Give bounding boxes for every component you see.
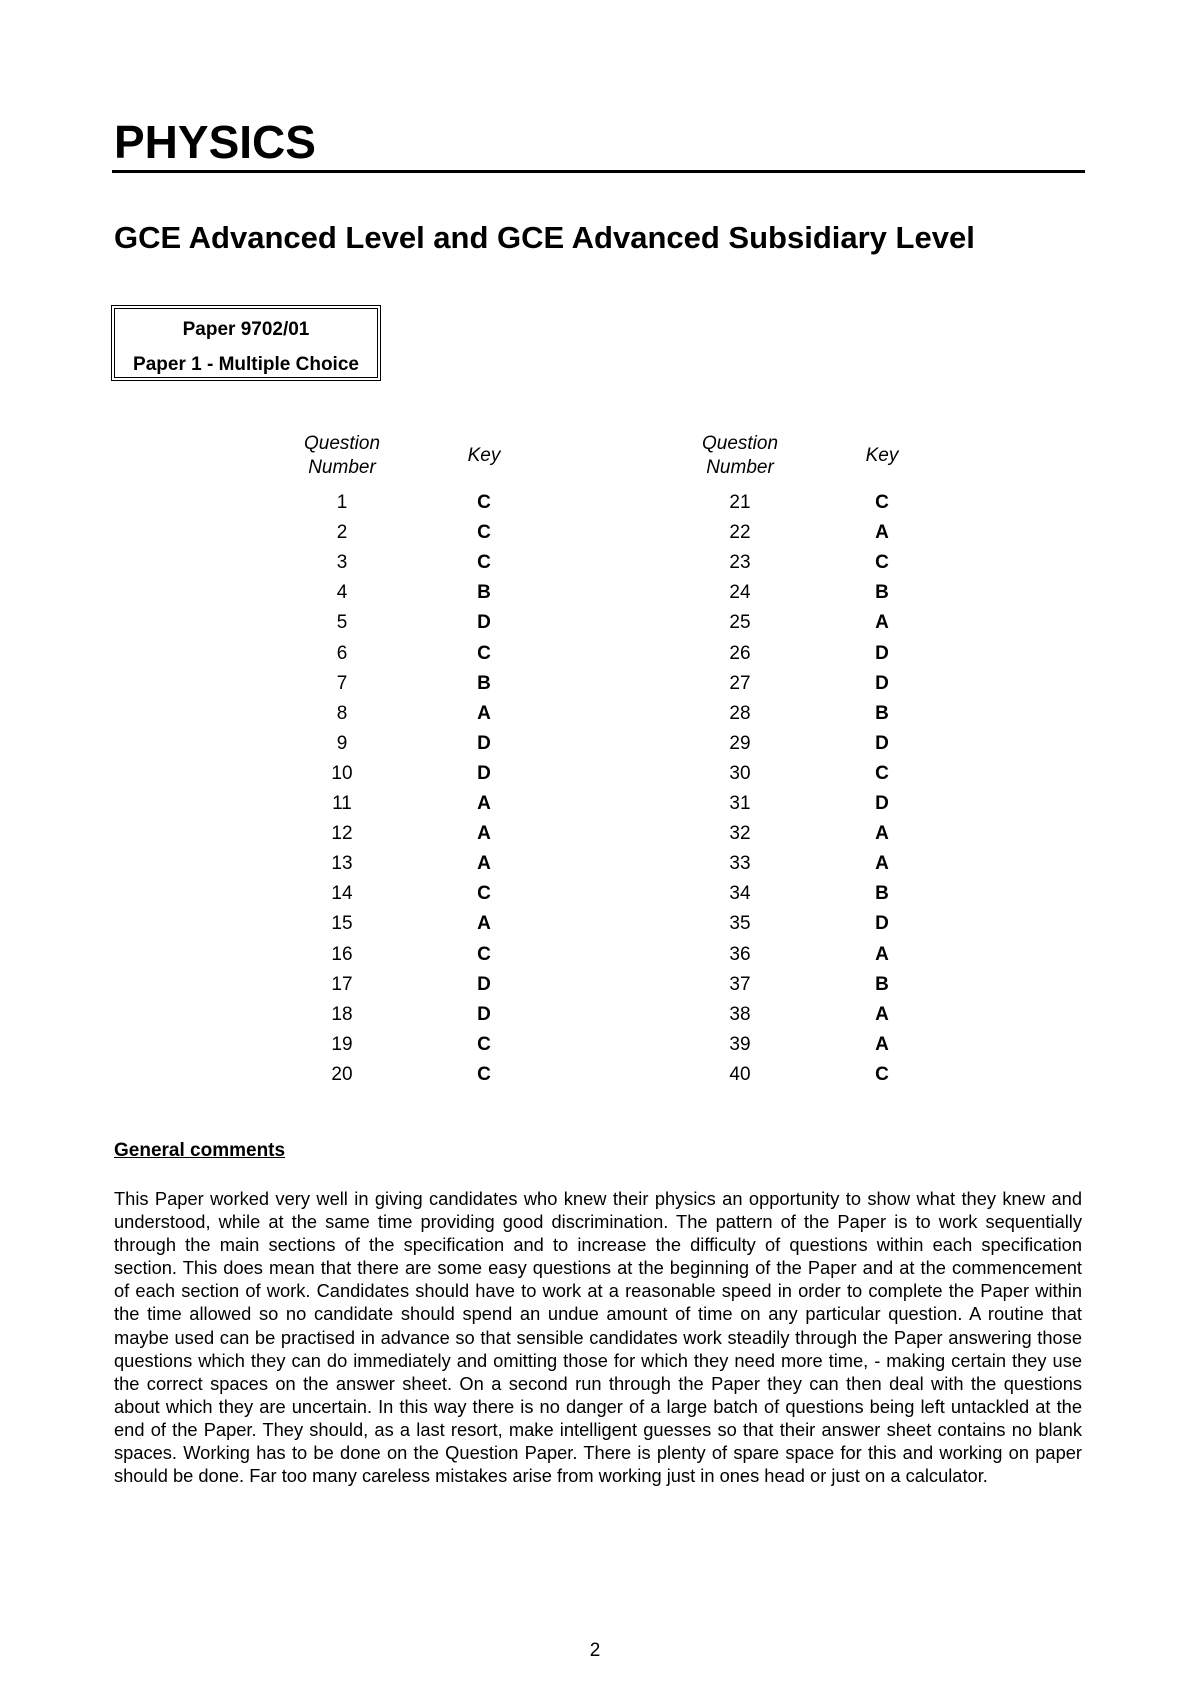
answer-key: A [875,823,889,845]
answer-key: D [875,793,889,814]
key-header: Key [865,445,899,466]
answer-key: C [875,552,889,574]
answer-key: B [875,883,889,905]
header-number-line: Number [706,457,774,478]
question-number: 21 [729,492,751,513]
answer-key: D [477,762,491,784]
general-comments-text: This Paper worked very well in giving candidates who knew their physics an opportunity to show what they knew and understood, while at the same time providing good discrimination. The pattern of the Paper is to work sequentially through the main sections of the specification and to increase the difficulty of questions within each specification section. This does mean that there are some easy questions at the beginning of the Paper and at the commencement of each section of work. Candidates should have to work at a reasonable speed in order to complete the Paper within the time allowed so no candidate should spend an undue amount of time on any particular question. A routine that maybe used can be practised in advance so that sensible candidates work steadily through the Paper answering those questions which they can do immediately and omitting those for which they need more time, - making certain they use the correct spaces on the answer sheet. On a second run through the Paper they can then deal with the questions about which they are uncertain. In this way there is no danger of a large batch of questions being left untackled at the end of the Paper. They should, as a last resort, make intelligent guesses so that their answer sheet contains no blank spaces. Working has to be done on the Question Paper. There is plenty of spare space for this and working on paper should be done. Far too many careless mistakes arise from working just in ones head or just on a calculator. [114,1188,1082,1487]
question-number: 33 [729,853,751,875]
question-number: 22 [729,522,751,544]
answer-key: C [477,552,491,574]
question-number: 20 [331,1063,353,1085]
answer-key: D [477,973,491,995]
page-subtitle: GCE Advanced Level and GCE Advanced Subsidiary Level [114,220,975,255]
answer-key: C [477,883,491,905]
question-number: 36 [729,943,751,965]
answer-key: A [477,913,491,935]
question-number: 17 [331,973,353,995]
answer-key: C [875,1063,889,1085]
paper-code: Paper 9702/01 [182,319,310,340]
answer-key: D [875,913,889,935]
question-number: 4 [336,582,348,604]
question-number: 40 [729,1063,751,1085]
answer-key: A [477,853,491,875]
answer-key: A [477,702,491,724]
question-number: 25 [729,612,751,634]
question-number: 2 [336,522,348,544]
question-number: 15 [331,913,353,935]
answer-key: C [477,642,491,664]
key-header: Key [467,445,501,466]
question-number: 19 [331,1033,353,1055]
question-number: 39 [729,1033,751,1055]
question-number: 32 [729,823,751,845]
answer-key: D [477,732,491,754]
answer-key: D [875,732,889,754]
answer-key: A [875,853,889,875]
answer-key: C [477,522,491,544]
answer-key: B [477,672,491,694]
question-number-header [282,432,402,480]
question-number: 38 [729,1003,751,1025]
question-number: 6 [336,642,348,664]
answer-key: B [875,973,889,995]
header-number-line: Number [308,457,376,478]
question-number: 31 [729,793,751,814]
answer-key: D [477,612,491,634]
question-number: 1 [336,492,348,513]
answer-key: A [477,793,491,814]
question-number: 27 [729,672,751,694]
answer-key: A [875,1033,889,1055]
answer-key: A [477,823,491,845]
answer-key: B [477,582,491,604]
question-number: 29 [729,732,751,754]
answer-key: C [875,492,889,513]
answer-key: A [875,1003,889,1025]
title-rule [112,170,1085,173]
answer-key: C [477,943,491,965]
paper-info-box [111,305,381,381]
question-number-header [680,432,800,480]
question-number: 7 [336,672,348,694]
question-number: 14 [331,883,353,905]
answer-key: C [875,762,889,784]
question-number: 8 [336,702,348,724]
question-number: 18 [331,1003,353,1025]
answer-key: D [477,1003,491,1025]
header-question-line: Question [303,433,381,454]
question-number: 9 [336,732,348,754]
question-number: 10 [331,762,353,784]
question-number: 3 [336,552,348,574]
question-number: 23 [729,552,751,574]
answer-key: B [875,582,889,604]
answer-key: A [875,943,889,965]
general-comments-heading: General comments [114,1140,286,1161]
question-number: 24 [729,582,751,604]
page-number: 2 [589,1640,601,1661]
question-number: 37 [729,973,751,995]
answer-key: C [477,1063,491,1085]
answer-key: A [875,522,889,544]
question-number: 12 [331,823,353,845]
question-number: 35 [729,913,751,935]
question-number: 16 [331,943,353,965]
answer-key: D [875,672,889,694]
question-number: 11 [332,793,352,814]
question-number: 28 [729,702,751,724]
header-question-line: Question [701,433,779,454]
question-number: 5 [336,612,348,634]
answer-key: C [477,1033,491,1055]
question-number: 13 [331,853,353,875]
question-number: 30 [729,762,751,784]
answer-key: B [875,702,889,724]
paper-type: Paper 1 - Multiple Choice [133,354,359,375]
page-title: PHYSICS [114,116,316,168]
answer-key: A [875,612,889,634]
question-number: 34 [729,883,751,905]
answer-key: D [875,642,889,664]
question-number: 26 [729,642,751,664]
answer-key: C [477,492,491,513]
